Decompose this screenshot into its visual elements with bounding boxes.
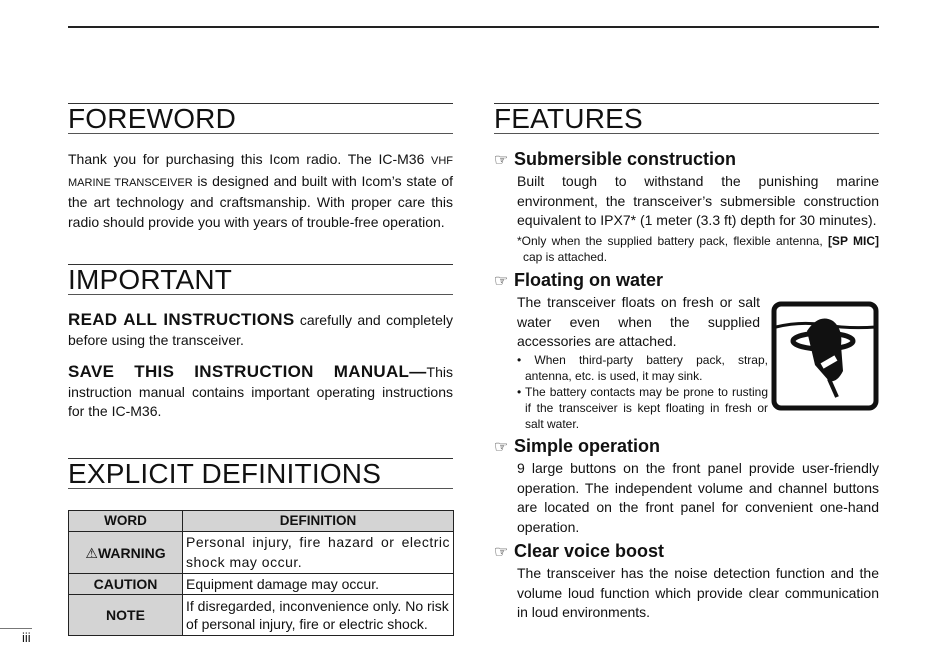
pointing-hand-icon: ☞: [494, 273, 509, 290]
read-all-paragraph: [68, 310, 453, 350]
note-bold: [SP MIC]: [827, 233, 879, 248]
read-all-label: READ ALL INSTRUCTIONS: [68, 310, 295, 329]
foreword-text-b: is designed and built with Icom’s state of the art technology and craftsmanship. With proper care this radio should provide you with years of trouble-free operation.: [68, 172, 454, 230]
feature-clear-voice: [494, 540, 879, 623]
pointing-hand-icon: ☞: [494, 439, 509, 456]
feature-text: The transceiver floats on fresh or salt water even when the supplied accessories are attached.: [517, 294, 760, 349]
page-number-rule: [0, 628, 32, 629]
table-header: [69, 511, 454, 532]
foreword-text: [68, 150, 453, 232]
save-manual-label: SAVE THIS INSTRUCTION MANUAL—: [68, 362, 427, 381]
important-heading: IMPORTANT: [68, 264, 453, 295]
bullet-item: • When third-party battery pack, strap, antenna, etc. is used, it may sink.: [517, 352, 768, 383]
top-rule: [68, 26, 879, 28]
word-cell: CAUTION: [69, 574, 183, 595]
note-text-b: cap is attached.: [523, 249, 608, 264]
bullet-text: The battery contacts may be prone to rusting if the transceiver is kept floating in fresh or salt water.: [525, 384, 768, 431]
definition-cell: Equipment damage may occur.: [183, 574, 454, 595]
feature-note: [517, 233, 879, 265]
read-all-text: carefully and completely before using the transceiver.: [68, 312, 453, 348]
feature-title: Simple operation: [514, 436, 661, 456]
word-cell: [69, 532, 183, 574]
table-row: [69, 595, 454, 636]
foreword-text-a: Thank you for purchasing this Icom radio. The IC-M36: [68, 151, 431, 167]
feature-title: Submersible construction: [514, 149, 737, 169]
feature-text: Built tough to withstand the punishing marine environment, the transceiver’s submersible construction equivalent to IPX7* (1 meter (3.3 ft) depth for 30 minutes).: [517, 173, 879, 228]
save-manual-paragraph: [68, 362, 453, 422]
foreword-smallcaps: VHF MARINE TRANSCEIVER: [68, 155, 453, 189]
bullet-item: • The battery contacts may be prone to rusting if the transceiver is kept floating in fresh or salt water.: [517, 384, 768, 431]
definition-cell: Personal injury, fire hazard or electric shock may occur.: [183, 532, 454, 574]
page-number: iii: [22, 630, 31, 645]
feature-submersible: [494, 148, 879, 265]
header-definition: DEFINITION: [183, 511, 454, 532]
pointing-hand-icon: ☞: [494, 544, 509, 561]
pointing-hand-icon: ☞: [494, 152, 509, 169]
table-row: [69, 574, 454, 595]
table-row: [69, 532, 454, 574]
features-heading: FEATURES: [494, 103, 879, 134]
word-cell: NOTE: [69, 595, 183, 636]
floating-radio-icon: [771, 301, 879, 411]
definitions-table: [68, 510, 454, 636]
save-manual-text: This instruction manual contains important operating instructions for the IC-M36.: [68, 364, 453, 419]
feature-title: Clear voice boost: [514, 541, 665, 561]
feature-simple-operation: [494, 435, 879, 537]
word-warning: WARNING: [97, 544, 166, 561]
feature-text: 9 large buttons on the front panel provide user-friendly operation. The independent volume and channel buttons are located on the front panel for convenient one-hand operation.: [517, 460, 879, 535]
feature-title: Floating on water: [514, 270, 664, 290]
definitions-heading: EXPLICIT DEFINITIONS: [68, 458, 453, 489]
definition-cell: If disregarded, inconvenience only. No risk of personal injury, fire or electric shock.: [183, 595, 454, 636]
feature-text: The transceiver has the noise detection function and the volume loud function which provide clear communication in loud environments.: [517, 565, 879, 620]
header-word: WORD: [69, 511, 183, 532]
bullet-text: When third-party battery pack, strap, antenna, etc. is used, it may sink.: [525, 352, 768, 383]
warning-triangle-icon: ⚠: [85, 544, 98, 561]
note-text-a: *Only when the supplied battery pack, flexible antenna,: [517, 233, 828, 248]
foreword-heading: FOREWORD: [68, 103, 453, 134]
